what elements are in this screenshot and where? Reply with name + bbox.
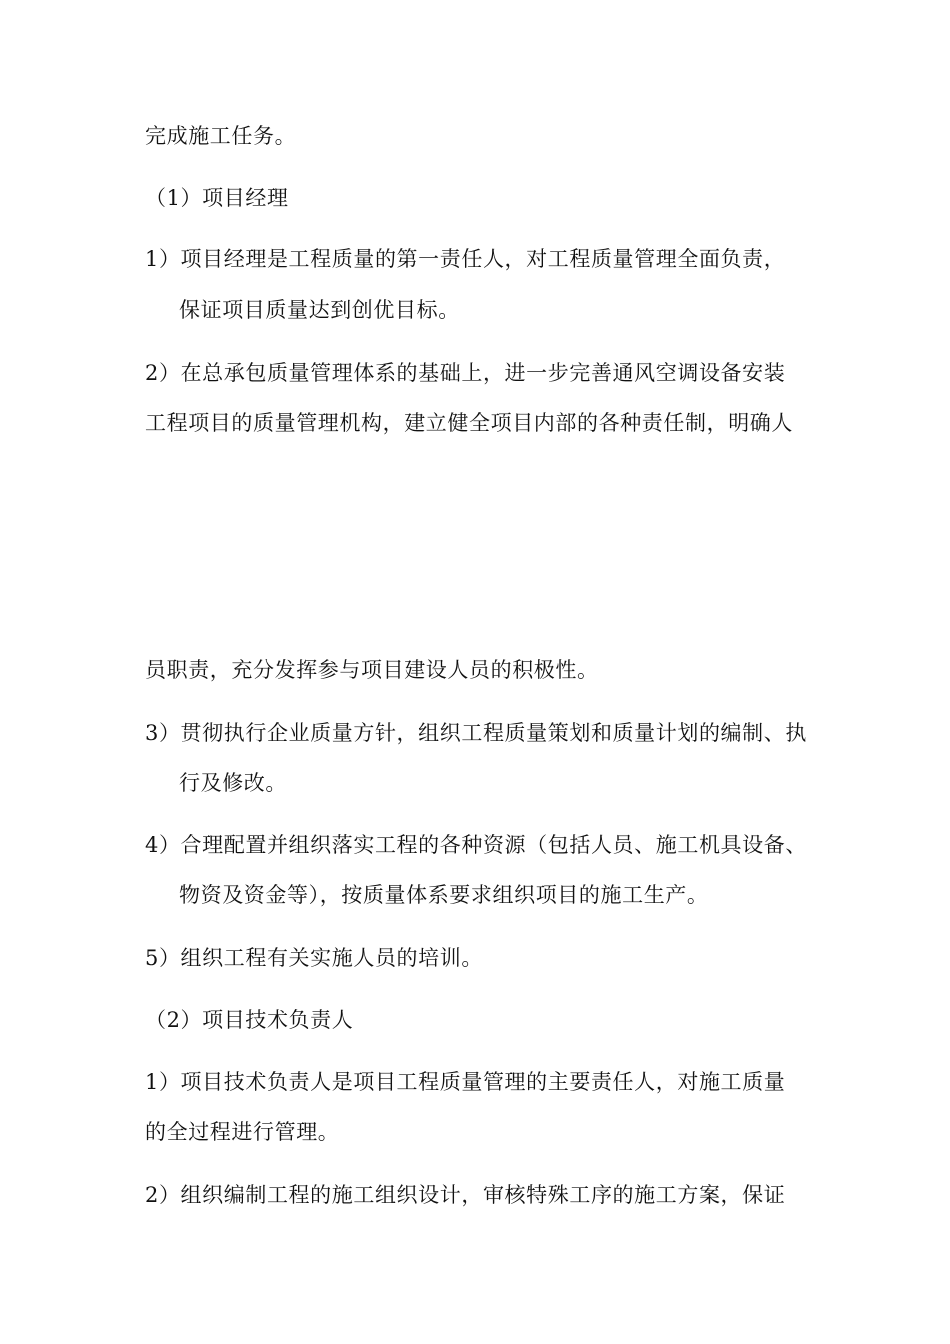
section-heading: （2）项目技术负责人 (145, 1008, 354, 1032)
paragraph-line: 完成施工任务。 (145, 124, 297, 148)
section-heading: （1）项目经理 (145, 186, 289, 210)
paragraph-line: 1）项目经理是工程质量的第一责任人，对工程质量管理全面负责， (145, 247, 786, 271)
paragraph-line: 2）组织编制工程的施工组织设计，审核特殊工序的施工方案，保证 (145, 1183, 786, 1207)
paragraph-line: 的全过程进行管理。 (145, 1120, 340, 1144)
paragraph-line: 2）在总承包质量管理体系的基础上，进一步完善通风空调设备安装 (145, 361, 786, 385)
paragraph-line: 物资及资金等），按质量体系要求组织项目的施工生产。 (179, 883, 709, 907)
paragraph-line: 行及修改。 (179, 771, 287, 795)
paragraph-line: 员职责，充分发挥参与项目建设人员的积极性。 (145, 658, 599, 682)
paragraph-line: 3）贯彻执行企业质量方针，组织工程质量策划和质量计划的编制、执 (145, 721, 807, 745)
paragraph-line: 1）项目技术负责人是项目工程质量管理的主要责任人，对施工质量 (145, 1070, 786, 1094)
paragraph-line: 工程项目的质量管理机构，建立健全项目内部的各种责任制，明确人 (145, 411, 793, 435)
paragraph-line: 保证项目质量达到创优目标。 (179, 298, 460, 322)
paragraph-line: 5）组织工程有关实施人员的培训。 (145, 946, 483, 970)
paragraph-line: 4）合理配置并组织落实工程的各种资源（包括人员、施工机具设备、 (145, 833, 807, 857)
